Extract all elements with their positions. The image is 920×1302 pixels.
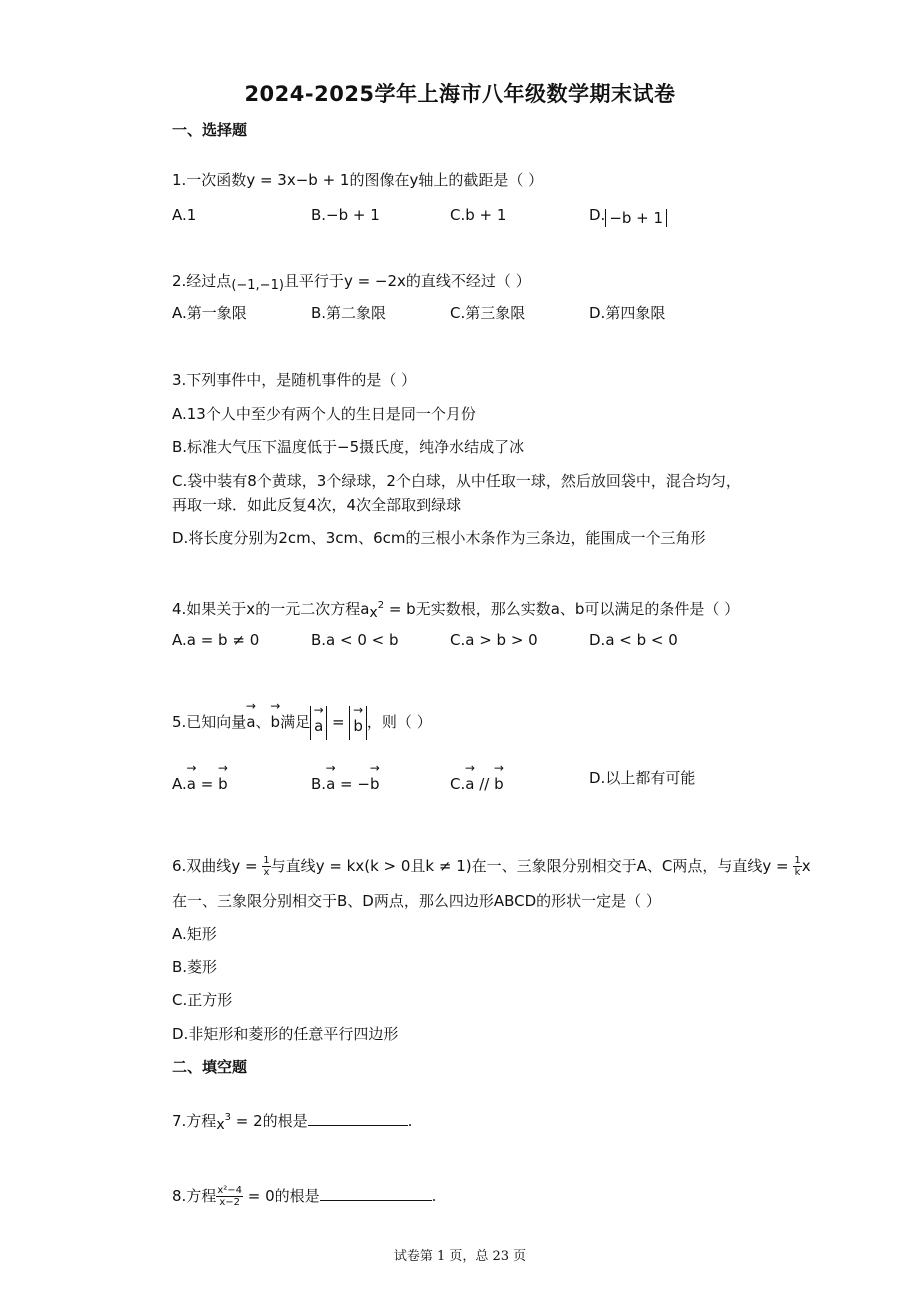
q1-suffix: 的图像在y轴上的截距是（ ） [349, 171, 544, 189]
section-choice-heading: 一、选择题 [172, 121, 248, 139]
q4-option-a: A.a = b ≠ 0 [172, 631, 260, 649]
q5-a-label: A. [172, 775, 187, 793]
q6-prefix: 6.双曲线 [172, 857, 232, 875]
q4-option-c: C.a > b > 0 [450, 631, 538, 649]
q7-suffix: 的根是 [262, 1112, 308, 1130]
q8-f-num: x²−4 [217, 1185, 242, 1196]
q6-option-d: D.非矩形和菱形的任意平行四边形 [172, 1025, 399, 1043]
q6-mid2: 在一、三象限分别相交于A、C两点，与直线 [471, 857, 763, 875]
q5-vector-b: → b [271, 706, 281, 732]
question-8-stem [172, 1185, 436, 1208]
question-7-stem [172, 1108, 412, 1135]
q7-end: . [407, 1112, 413, 1130]
q7-exp: 3 [224, 1112, 231, 1123]
q5-option-b [311, 768, 379, 794]
q4-eq-a: a [360, 600, 370, 618]
q5-abs-a-vector: → a [314, 706, 323, 740]
q2-mid: 且平行于 [283, 272, 344, 290]
q5-abs-b [349, 706, 367, 740]
q8-suffix: 的根是 [274, 1187, 320, 1205]
q1-prefix: 1.一次函数 [172, 171, 247, 189]
question-6-stem-line2: 在一、三象限分别相交于B、D两点，那么四边形ABCD的形状一定是（ ） [172, 892, 661, 910]
q4-prefix: 4.如果关于x的一元二次方程 [172, 600, 361, 618]
q4-suffix: 无实数根，那么实数a、b可以满足的条件是（ ） [415, 600, 740, 618]
q2-option-c: C.第三象限 [450, 304, 526, 322]
q5-b-eq: = − [335, 775, 370, 793]
q4-option-d: D.a < b < 0 [589, 631, 678, 649]
q5-a-eq: = [195, 775, 219, 793]
question-6-stem-line1 [172, 855, 811, 878]
q8-prefix: 8.方程 [172, 1187, 217, 1205]
q5-abs-b-vector: → b [353, 706, 363, 740]
q7-prefix: 7.方程 [172, 1112, 217, 1130]
q5-c-eq: // [474, 775, 495, 793]
q8-f-den: x−2 [219, 1197, 240, 1208]
q3-option-c-line1: C.袋中装有8个黄球，3个绿球，2个白球，从中任取一球，然后放回袋中，混合均匀， [172, 472, 741, 490]
q6-line1: y = kx(k > 0且k ≠ 1) [315, 857, 472, 875]
q5-b-label: B. [311, 775, 327, 793]
q3-option-a: A.13个人中至少有两个人的生日是同一个月份 [172, 405, 476, 423]
q2-formula: y = −2x [343, 272, 406, 290]
q3-option-d: D.将长度分别为2cm、3cm、6cm的三根小木条作为三条边，能围成一个三角形 [172, 529, 706, 547]
q3-option-b: B.标准大气压下温度低于−5摄氏度，纯净水结成了冰 [172, 438, 525, 456]
q6-option-c: C.正方形 [172, 991, 233, 1009]
q6-f2-den: k [794, 867, 801, 878]
q6-fraction-1 [262, 855, 270, 878]
q5-c-va: → a [465, 768, 474, 794]
q4-eq-x: x [369, 605, 378, 621]
q1-option-c: C.b + 1 [450, 206, 507, 224]
q5-sep: 、 [255, 713, 271, 731]
q4-eq-exp: 2 [377, 600, 385, 611]
q1-formula: y = 3x−b + 1 [246, 171, 350, 189]
q6-f1-num: 1 [263, 855, 270, 866]
q5-eq: = [327, 713, 350, 731]
q5-a-vb: → b [218, 768, 228, 794]
question-1-stem [172, 170, 543, 190]
q5-b-va: → a [326, 768, 335, 794]
q5-b-vb: → b [370, 768, 380, 794]
q4-eq-rest: = b [384, 600, 416, 618]
q2-point: (−1,−1) [231, 278, 284, 293]
q5-vector-a: → a [246, 706, 255, 732]
q7-x: x [216, 1117, 225, 1133]
q6-mid1: 与直线 [270, 857, 316, 875]
q6-fraction-2 [793, 855, 801, 878]
q6-f1-den: x [263, 867, 270, 878]
q8-end: . [431, 1187, 437, 1205]
q5-a-va: → a [187, 768, 196, 794]
q6-f2-num: 1 [794, 855, 801, 866]
q5-option-a [172, 768, 228, 794]
q8-answer-blank[interactable] [320, 1186, 432, 1201]
q7-rest: = 2 [230, 1112, 263, 1130]
question-2-stem [172, 271, 531, 296]
q5-abs-a [310, 706, 327, 740]
question-3-stem: 3.下列事件中，是随机事件的是（ ） [172, 371, 417, 389]
page-title: 2024-2025学年上海市八年级数学期末试卷 [244, 82, 676, 106]
q1-option-d [589, 205, 667, 227]
q6-x2: x [801, 857, 811, 875]
q7-answer-blank[interactable] [308, 1111, 408, 1126]
q1-option-a: A.1 [172, 206, 197, 224]
q5-c-vb: → b [494, 768, 504, 794]
q1-option-d-abs: −b + 1 [605, 209, 667, 227]
q8-rest: = 0 [242, 1187, 275, 1205]
q2-option-a: A.第一象限 [172, 304, 247, 322]
q2-option-d: D.第四象限 [589, 304, 666, 322]
section-fill-heading: 二、填空题 [172, 1058, 248, 1076]
q2-suffix: 的直线不经过（ ） [405, 272, 531, 290]
q5-suffix: ，则（ ） [366, 713, 432, 731]
q4-option-b: B.a < 0 < b [311, 631, 399, 649]
q5-c-label: C. [450, 775, 466, 793]
q8-fraction [216, 1185, 243, 1208]
question-4-stem [172, 596, 739, 623]
q3-option-c-line2: 再取一球．如此反复4次，4次全部取到绿球 [172, 496, 462, 514]
q6-y2: y = [762, 857, 794, 875]
q1-option-d-label: D. [589, 206, 606, 224]
q5-mid: 满足 [280, 713, 311, 731]
q5-option-c [450, 768, 504, 794]
q6-option-b: B.菱形 [172, 958, 218, 976]
q1-option-b: B.−b + 1 [311, 206, 380, 224]
q6-y1: y = [231, 857, 263, 875]
page-footer: 试卷第 1 页，总 23 页 [393, 1249, 527, 1264]
q2-prefix: 2.经过点 [172, 272, 232, 290]
q2-option-b: B.第二象限 [311, 304, 387, 322]
q5-option-d: D.以上都有可能 [589, 769, 696, 787]
question-5-stem [172, 706, 432, 740]
q6-option-a: A.矩形 [172, 925, 217, 943]
q5-prefix: 5.已知向量 [172, 713, 247, 731]
